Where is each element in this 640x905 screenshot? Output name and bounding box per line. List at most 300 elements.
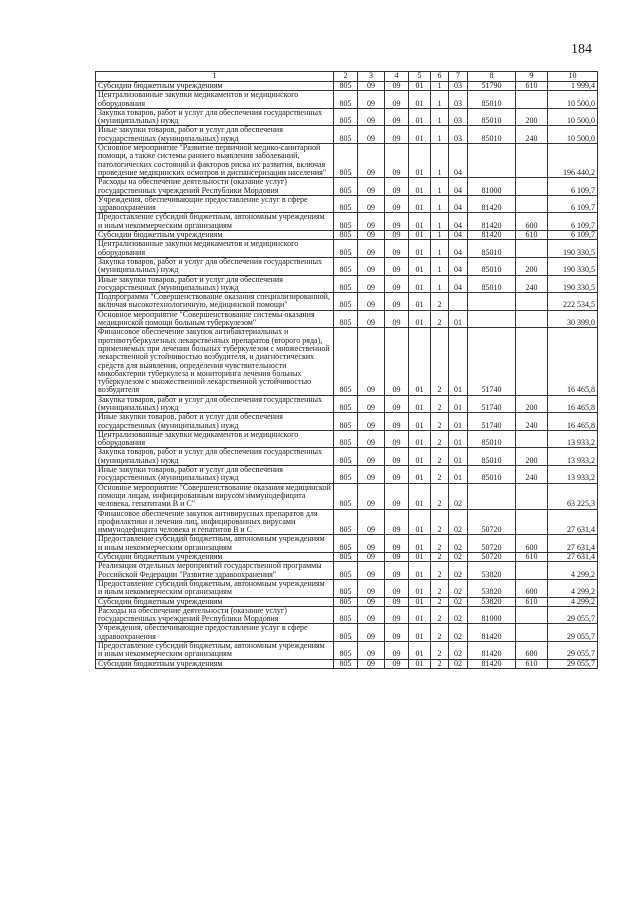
cell-main-event: 02	[449, 624, 468, 642]
cell-amount: 10 500,0	[548, 91, 598, 109]
cell-expense-type	[516, 328, 548, 395]
cell-amount: 27 631,4	[548, 509, 598, 535]
cell-amount: 10 500,0	[548, 126, 598, 144]
cell-amount: 13 933,2	[548, 430, 598, 448]
row-name: Закупка товаров, работ и услуг для обеспечения государственных (муниципальных) нужд	[96, 257, 334, 275]
column-header: 6	[431, 72, 449, 82]
cell-admin-code: 805	[334, 144, 358, 178]
row-name: Основное мероприятие "Совершенствование системы оказания медицинской помощи больным туберкулезом"	[96, 310, 334, 328]
table-row	[96, 195, 598, 213]
table-row	[96, 466, 598, 484]
cell-direction	[468, 310, 516, 328]
cell-subsection: 09	[385, 448, 409, 466]
cell-main-event: 02	[449, 535, 468, 553]
cell-admin-code: 805	[334, 108, 358, 126]
cell-direction: 85010	[468, 240, 516, 258]
table-row	[96, 562, 598, 580]
cell-section: 09	[358, 466, 385, 484]
page-number: 184	[571, 42, 592, 57]
cell-section: 09	[358, 606, 385, 624]
cell-expense-type: 610	[516, 553, 548, 562]
cell-direction: 81420	[468, 213, 516, 231]
cell-admin-code: 805	[334, 509, 358, 535]
cell-admin-code: 805	[334, 553, 358, 562]
cell-subprogram: 2	[431, 659, 449, 668]
cell-amount: 16 465,8	[548, 395, 598, 413]
cell-expense-type	[516, 310, 548, 328]
cell-main-event: 04	[449, 240, 468, 258]
cell-main-event: 01	[449, 466, 468, 484]
cell-subprogram: 1	[431, 195, 449, 213]
cell-subsection: 09	[385, 579, 409, 597]
table-row	[96, 231, 598, 240]
table-row	[96, 275, 598, 293]
cell-direction: 50720	[468, 553, 516, 562]
column-header: 3	[358, 72, 385, 82]
cell-subsection: 09	[385, 535, 409, 553]
table-row	[96, 395, 598, 413]
cell-section: 09	[358, 144, 385, 178]
row-name: Иные закупки товаров, работ и услуг для обеспечения государственных (муниципальных) нужд	[96, 413, 334, 431]
cell-subprogram: 2	[431, 413, 449, 431]
budget-table	[95, 71, 598, 669]
cell-expense-type: 240	[516, 275, 548, 293]
row-name: Иные закупки товаров, работ и услуг для обеспечения государственных (муниципальных) нужд	[96, 275, 334, 293]
cell-subprogram: 1	[431, 82, 449, 91]
cell-expense-type	[516, 430, 548, 448]
cell-section: 09	[358, 395, 385, 413]
cell-section: 09	[358, 328, 385, 395]
cell-section: 09	[358, 213, 385, 231]
cell-expense-type: 240	[516, 413, 548, 431]
cell-direction: 85010	[468, 91, 516, 109]
cell-subprogram: 2	[431, 430, 449, 448]
cell-admin-code: 805	[334, 430, 358, 448]
cell-expense-type	[516, 562, 548, 580]
cell-direction	[468, 483, 516, 509]
cell-amount: 4 299,2	[548, 597, 598, 606]
cell-expense-type: 200	[516, 395, 548, 413]
cell-subsection: 09	[385, 213, 409, 231]
cell-program: 01	[409, 659, 431, 668]
cell-amount: 63 225,3	[548, 483, 598, 509]
cell-subprogram: 2	[431, 579, 449, 597]
cell-subprogram: 1	[431, 257, 449, 275]
row-name: Учреждения, обеспечивающие предоставление услуг в сфере здравоохранения	[96, 624, 334, 642]
cell-direction: 81420	[468, 642, 516, 660]
cell-main-event: 03	[449, 91, 468, 109]
cell-program: 01	[409, 328, 431, 395]
cell-main-event: 04	[449, 231, 468, 240]
cell-subprogram: 1	[431, 231, 449, 240]
cell-expense-type: 240	[516, 126, 548, 144]
cell-subprogram: 2	[431, 642, 449, 660]
table-row	[96, 535, 598, 553]
cell-program: 01	[409, 553, 431, 562]
cell-direction: 51790	[468, 82, 516, 91]
column-header: 9	[516, 72, 548, 82]
cell-expense-type	[516, 624, 548, 642]
row-name: Закупка товаров, работ и услуг для обеспечения государственных (муниципальных) нужд	[96, 108, 334, 126]
column-header: 4	[385, 72, 409, 82]
cell-direction: 81420	[468, 195, 516, 213]
cell-subsection: 09	[385, 597, 409, 606]
row-name: Предоставление субсидий бюджетным, автономным учреждениям и иным некоммерческим организациям	[96, 213, 334, 231]
cell-expense-type: 240	[516, 466, 548, 484]
cell-expense-type: 200	[516, 257, 548, 275]
cell-subsection: 09	[385, 108, 409, 126]
cell-main-event: 01	[449, 328, 468, 395]
table-row	[96, 597, 598, 606]
cell-subprogram: 2	[431, 466, 449, 484]
cell-section: 09	[358, 579, 385, 597]
cell-admin-code: 805	[334, 178, 358, 196]
cell-admin-code: 805	[334, 624, 358, 642]
table-row	[96, 642, 598, 660]
column-header: 7	[449, 72, 468, 82]
cell-amount: 4 299,2	[548, 562, 598, 580]
table-row	[96, 413, 598, 431]
row-name: Основное мероприятие "Совершенствование оказания медицинской помощи лицам, инфицированным вирусом иммунодефицита человека, гепатитами В и С"	[96, 483, 334, 509]
table-row	[96, 108, 598, 126]
cell-direction: 51740	[468, 395, 516, 413]
cell-main-event: 02	[449, 579, 468, 597]
cell-expense-type: 200	[516, 108, 548, 126]
cell-main-event: 04	[449, 275, 468, 293]
table-row	[96, 240, 598, 258]
cell-admin-code: 805	[334, 213, 358, 231]
cell-direction: 85010	[468, 275, 516, 293]
row-name: Централизованные закупки медикаментов и медицинского оборудования	[96, 91, 334, 109]
row-name: Субсидии бюджетным учреждениям	[96, 82, 334, 91]
column-header: 10	[548, 72, 598, 82]
cell-amount: 196 440,2	[548, 144, 598, 178]
cell-amount: 13 933,2	[548, 466, 598, 484]
cell-section: 09	[358, 91, 385, 109]
cell-subsection: 09	[385, 91, 409, 109]
cell-subsection: 09	[385, 231, 409, 240]
cell-expense-type: 610	[516, 231, 548, 240]
cell-subprogram: 1	[431, 213, 449, 231]
row-name: Иные закупки товаров, работ и услуг для обеспечения государственных (муниципальных) нужд	[96, 466, 334, 484]
cell-direction: 81000	[468, 606, 516, 624]
cell-main-event: 03	[449, 108, 468, 126]
cell-expense-type	[516, 606, 548, 624]
cell-section: 09	[358, 430, 385, 448]
cell-subsection: 09	[385, 293, 409, 311]
cell-expense-type	[516, 195, 548, 213]
cell-direction: 53820	[468, 562, 516, 580]
cell-program: 01	[409, 535, 431, 553]
cell-amount: 190 330,5	[548, 240, 598, 258]
cell-amount: 27 631,4	[548, 535, 598, 553]
row-name: Подпрограмма "Совершенствование оказания специализированной, включая высокотехнологичную, медицинской помощи"	[96, 293, 334, 311]
cell-admin-code: 805	[334, 91, 358, 109]
cell-admin-code: 805	[334, 195, 358, 213]
table-row	[96, 624, 598, 642]
row-name: Учреждения, обеспечивающие предоставление услуг в сфере здравоохранения	[96, 195, 334, 213]
cell-section: 09	[358, 257, 385, 275]
cell-expense-type	[516, 483, 548, 509]
cell-section: 09	[358, 562, 385, 580]
cell-program: 01	[409, 509, 431, 535]
cell-program: 01	[409, 240, 431, 258]
cell-amount: 29 055,7	[548, 606, 598, 624]
cell-subprogram: 2	[431, 483, 449, 509]
cell-subprogram: 1	[431, 91, 449, 109]
cell-admin-code: 805	[334, 413, 358, 431]
cell-section: 09	[358, 448, 385, 466]
cell-main-event: 02	[449, 597, 468, 606]
cell-expense-type	[516, 240, 548, 258]
cell-admin-code: 805	[334, 659, 358, 668]
cell-section: 09	[358, 509, 385, 535]
cell-main-event: 04	[449, 213, 468, 231]
cell-subsection: 09	[385, 624, 409, 642]
cell-direction: 51740	[468, 328, 516, 395]
cell-section: 09	[358, 240, 385, 258]
table-row	[96, 257, 598, 275]
column-header: 1	[96, 72, 334, 82]
cell-program: 01	[409, 310, 431, 328]
cell-direction: 85010	[468, 448, 516, 466]
cell-subsection: 09	[385, 553, 409, 562]
cell-direction: 50720	[468, 535, 516, 553]
cell-admin-code: 805	[334, 606, 358, 624]
cell-main-event: 01	[449, 448, 468, 466]
row-name: Расходы на обеспечение деятельности (оказание услуг) государственных учреждений Республики Мордовия	[96, 178, 334, 196]
cell-amount: 1 999,4	[548, 82, 598, 91]
cell-section: 09	[358, 535, 385, 553]
cell-subprogram: 2	[431, 562, 449, 580]
cell-amount: 29 055,7	[548, 624, 598, 642]
cell-subsection: 09	[385, 659, 409, 668]
cell-amount: 6 109,7	[548, 178, 598, 196]
cell-main-event: 02	[449, 642, 468, 660]
cell-subprogram: 1	[431, 275, 449, 293]
cell-admin-code: 805	[334, 642, 358, 660]
cell-subsection: 09	[385, 606, 409, 624]
cell-subprogram: 2	[431, 328, 449, 395]
cell-main-event: 02	[449, 509, 468, 535]
cell-main-event: 03	[449, 126, 468, 144]
cell-admin-code: 805	[334, 395, 358, 413]
cell-section: 09	[358, 275, 385, 293]
cell-subsection: 09	[385, 144, 409, 178]
table-row	[96, 606, 598, 624]
cell-main-event: 01	[449, 395, 468, 413]
cell-section: 09	[358, 178, 385, 196]
cell-subsection: 09	[385, 466, 409, 484]
row-name: Централизованные закупки медикаментов и медицинского оборудования	[96, 240, 334, 258]
column-header: 2	[334, 72, 358, 82]
cell-subprogram: 2	[431, 553, 449, 562]
row-name: Иные закупки товаров, работ и услуг для обеспечения государственных (муниципальных) нужд	[96, 126, 334, 144]
cell-direction: 53820	[468, 579, 516, 597]
cell-direction: 85010	[468, 257, 516, 275]
cell-main-event: 02	[449, 483, 468, 509]
cell-section: 09	[358, 624, 385, 642]
cell-direction: 81420	[468, 231, 516, 240]
row-name: Предоставление субсидий бюджетным, автономным учреждениям и иным некоммерческим организациям	[96, 642, 334, 660]
cell-direction	[468, 144, 516, 178]
cell-main-event	[449, 293, 468, 311]
cell-program: 01	[409, 606, 431, 624]
cell-admin-code: 805	[334, 240, 358, 258]
table-row	[96, 328, 598, 395]
cell-amount: 16 465,8	[548, 328, 598, 395]
cell-expense-type: 600	[516, 642, 548, 660]
cell-direction: 85010	[468, 466, 516, 484]
cell-subprogram: 2	[431, 310, 449, 328]
cell-program: 01	[409, 597, 431, 606]
cell-subprogram: 2	[431, 395, 449, 413]
cell-expense-type: 610	[516, 597, 548, 606]
row-name: Субсидии бюджетным учреждениям	[96, 597, 334, 606]
cell-program: 01	[409, 395, 431, 413]
cell-section: 09	[358, 553, 385, 562]
cell-admin-code: 805	[334, 562, 358, 580]
cell-expense-type	[516, 144, 548, 178]
cell-subsection: 09	[385, 178, 409, 196]
table-row	[96, 126, 598, 144]
row-name: Расходы на обеспечение деятельности (оказание услуг) государственных учреждений Республики Мордовия	[96, 606, 334, 624]
cell-program: 01	[409, 448, 431, 466]
cell-program: 01	[409, 144, 431, 178]
cell-subsection: 09	[385, 483, 409, 509]
cell-direction: 85010	[468, 126, 516, 144]
cell-direction: 51740	[468, 413, 516, 431]
column-header: 8	[468, 72, 516, 82]
cell-direction	[468, 293, 516, 311]
cell-admin-code: 805	[334, 328, 358, 395]
cell-program: 01	[409, 430, 431, 448]
cell-expense-type: 600	[516, 213, 548, 231]
cell-subsection: 09	[385, 395, 409, 413]
table-row	[96, 579, 598, 597]
cell-subprogram: 1	[431, 240, 449, 258]
cell-admin-code: 805	[334, 597, 358, 606]
cell-expense-type: 610	[516, 659, 548, 668]
table-row	[96, 310, 598, 328]
row-name: Предоставление субсидий бюджетным, автономным учреждениям и иным некоммерческим организациям	[96, 535, 334, 553]
cell-program: 01	[409, 82, 431, 91]
cell-amount: 4 299,2	[548, 579, 598, 597]
row-name: Субсидии бюджетным учреждениям	[96, 553, 334, 562]
cell-amount: 6 109,7	[548, 195, 598, 213]
cell-section: 09	[358, 413, 385, 431]
cell-program: 01	[409, 642, 431, 660]
cell-subsection: 09	[385, 195, 409, 213]
cell-section: 09	[358, 231, 385, 240]
cell-subsection: 09	[385, 642, 409, 660]
cell-amount: 13 933,2	[548, 448, 598, 466]
cell-subprogram: 2	[431, 535, 449, 553]
row-name: Закупка товаров, работ и услуг для обеспечения государственных (муниципальных) нужд	[96, 395, 334, 413]
cell-expense-type	[516, 509, 548, 535]
cell-program: 01	[409, 91, 431, 109]
cell-admin-code: 805	[334, 535, 358, 553]
cell-subprogram: 2	[431, 606, 449, 624]
cell-main-event: 01	[449, 413, 468, 431]
cell-amount: 10 500,0	[548, 108, 598, 126]
row-name: Субсидии бюджетным учреждениям	[96, 659, 334, 668]
table-row	[96, 144, 598, 178]
cell-subsection: 09	[385, 126, 409, 144]
table-row	[96, 659, 598, 668]
cell-program: 01	[409, 213, 431, 231]
cell-section: 09	[358, 597, 385, 606]
column-header: 5	[409, 72, 431, 82]
cell-amount: 222 534,5	[548, 293, 598, 311]
cell-expense-type: 200	[516, 448, 548, 466]
cell-main-event: 02	[449, 562, 468, 580]
cell-main-event: 01	[449, 430, 468, 448]
cell-expense-type: 600	[516, 535, 548, 553]
cell-expense-type: 610	[516, 82, 548, 91]
row-name: Закупка товаров, работ и услуг для обеспечения государственных (муниципальных) нужд	[96, 448, 334, 466]
cell-subprogram: 2	[431, 509, 449, 535]
cell-section: 09	[358, 310, 385, 328]
cell-subsection: 09	[385, 413, 409, 431]
table-row	[96, 509, 598, 535]
cell-direction: 85010	[468, 430, 516, 448]
cell-direction: 50720	[468, 509, 516, 535]
cell-direction: 53820	[468, 597, 516, 606]
table-row	[96, 178, 598, 196]
header-row	[96, 72, 598, 82]
table-row	[96, 448, 598, 466]
cell-main-event: 01	[449, 310, 468, 328]
cell-program: 01	[409, 178, 431, 196]
table-row	[96, 293, 598, 311]
cell-subsection: 09	[385, 275, 409, 293]
cell-program: 01	[409, 466, 431, 484]
row-name: Финансовое обеспечение закупок антивирусных препаратов для профилактики и лечения лиц, инфицированных вирусами иммунодефицита человека и гепатитов В и С	[96, 509, 334, 535]
cell-direction: 81420	[468, 659, 516, 668]
table-row	[96, 213, 598, 231]
cell-amount: 6 109,7	[548, 213, 598, 231]
cell-section: 09	[358, 293, 385, 311]
row-name: Основное мероприятие "Развитие первичной медико-санитарной помощи, а также системы раннего выявления заболеваний, патологических состояний и факторов риска их развития, включая проведение медицинских осмотров и диспансеризации населения"	[96, 144, 334, 178]
cell-subsection: 09	[385, 509, 409, 535]
cell-amount: 27 631,4	[548, 553, 598, 562]
cell-section: 09	[358, 483, 385, 509]
cell-program: 01	[409, 562, 431, 580]
table-row	[96, 553, 598, 562]
cell-subprogram: 2	[431, 597, 449, 606]
table-row	[96, 91, 598, 109]
cell-subsection: 09	[385, 328, 409, 395]
cell-section: 09	[358, 82, 385, 91]
cell-subsection: 09	[385, 430, 409, 448]
cell-program: 01	[409, 293, 431, 311]
cell-amount: 30 399,0	[548, 310, 598, 328]
cell-program: 01	[409, 275, 431, 293]
row-name: Предоставление субсидий бюджетным, автономным учреждениям и иным некоммерческим организациям	[96, 579, 334, 597]
cell-subprogram: 2	[431, 624, 449, 642]
cell-amount: 29 055,7	[548, 659, 598, 668]
cell-expense-type	[516, 293, 548, 311]
cell-direction: 85010	[468, 108, 516, 126]
cell-section: 09	[358, 195, 385, 213]
cell-subprogram: 1	[431, 144, 449, 178]
table-row	[96, 430, 598, 448]
cell-expense-type: 600	[516, 579, 548, 597]
cell-program: 01	[409, 413, 431, 431]
cell-subsection: 09	[385, 562, 409, 580]
cell-program: 01	[409, 126, 431, 144]
